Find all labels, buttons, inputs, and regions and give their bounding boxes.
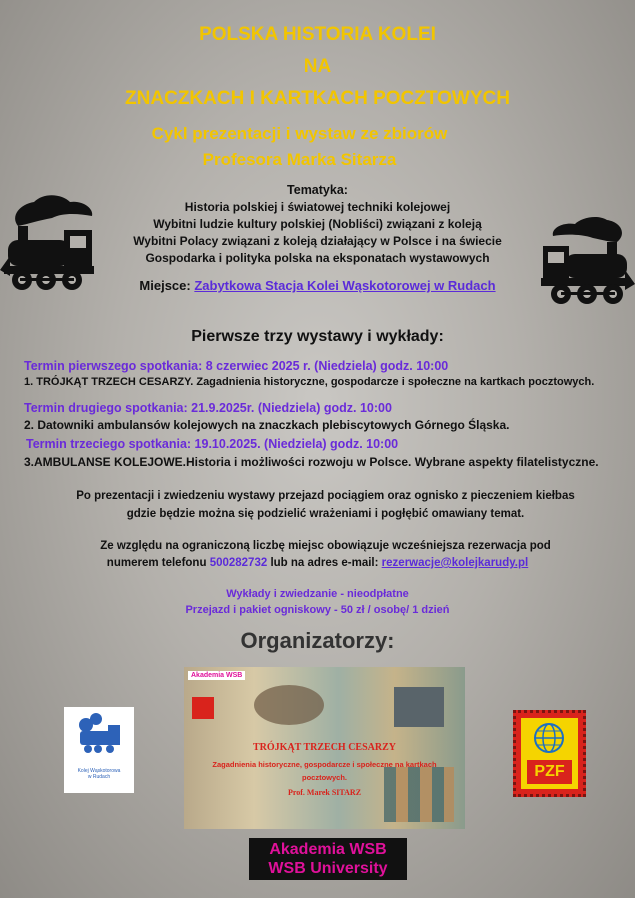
kolej-waskotorowa-logo: [64, 707, 134, 793]
poster-title: TRÓJKĄT TRZECH CESARZY: [253, 742, 396, 753]
meeting-2-term: Termin drugiego spotkania: 21.9.2025r. (Niedziela) godz. 10:00: [24, 401, 392, 415]
wsb-logo: [249, 838, 407, 880]
phone-number: 500282732: [209, 557, 268, 569]
poster-author: Prof. Marek SITARZ: [287, 788, 362, 797]
globe-icon: [521, 718, 578, 758]
kolej-logo-text-2: w Rudach: [87, 774, 111, 780]
reservation-line-1: Ze względu na ograniczoną liczbę miejsc obowiązuje wcześniejsza rezerwacja pod: [100, 540, 551, 552]
place-label: Miejsce:: [139, 278, 191, 293]
poster-subtitle-2: pocztowych.: [301, 773, 347, 782]
topic-item: Wybitni Polacy związani z koleją działający w Polsce i na świecie: [133, 234, 502, 248]
after-line-2: gdzie będzie można się podzielić wrażeniami i pogłębić omawiany temat.: [126, 508, 525, 520]
poster-subtitle-1: Zagadnienia historyczne, gospodarcze i społeczne na kartkach: [212, 760, 437, 769]
place-link[interactable]: Zabytkowa Stacja Kolei Wąskotorowej w Rudach: [194, 278, 496, 293]
organizers-heading: Organizatorzy:: [240, 628, 395, 653]
subtitle-line-1: Cykl prezentacji i wystaw ze zbiorów: [151, 124, 448, 143]
topics-heading: Tematyka:: [287, 183, 348, 197]
meeting-2-desc: 2. Datowniki ambulansów kolejowych na znaczkach plebiscytowych Górnego Śląska.: [24, 418, 510, 432]
meeting-3-term: Termin trzeciego spotkania: 19.10.2025. (Niedziela) godz. 10:00: [26, 437, 399, 451]
wsb-line-1: Akademia WSB: [269, 841, 387, 858]
poster-pzf-stamp: [192, 697, 214, 719]
title-line-2: NA: [303, 56, 332, 77]
title-line-1: POLSKA HISTORIA KOLEI: [199, 24, 436, 45]
reservation-line-2: [0, 557, 635, 569]
poster-corner-label: Akademia WSB: [188, 671, 245, 680]
after-line-1: Po prezentacji i zwiedzeniu wystawy przejazd pociągiem oraz ognisko z pieczeniem kiełbas: [76, 490, 575, 502]
topic-item: Wybitni ludzie kultury polskiej (Nobliści) związani z koleją: [153, 217, 482, 231]
topic-item: Historia polskiej i światowej techniki kolejowej: [184, 200, 451, 214]
poster-portrait-right: [394, 687, 444, 727]
subtitle-line-2: Profesora Marka Sitarza: [202, 150, 397, 169]
meeting-3-desc: 3.AMBULANSE KOLEJOWE.Historia i możliwości rozwoju w Polsce. Wybrane aspekty filatelistyczne.: [24, 455, 599, 469]
email-link[interactable]: rezerwacje@kolejkarudy.pl: [381, 557, 529, 569]
pzf-logo: [513, 710, 586, 797]
reservation-text-a: numerem telefonu: [106, 557, 207, 569]
poster-portraits: [254, 685, 324, 725]
pricing-line-1: Wykłady i zwiedzanie - nieodpłatne: [226, 588, 409, 600]
meeting-1-desc: 1. TRÓJKĄT TRZECH CESARZY. Zagadnienia historyczne, gospodarcze i społeczne na kartkach pocztowych.: [24, 376, 595, 388]
first-three-heading: Pierwsze trzy wystawy i wykłady:: [191, 328, 444, 345]
reservation-text-b: lub na adres e-mail:: [270, 557, 379, 569]
topic-item: Gospodarka i polityka polska na eksponatach wystawowych: [145, 251, 490, 265]
title-line-3: ZNACZKACH I KARTKACH POCZTOWYCH: [125, 88, 510, 109]
train-logo-icon: [64, 707, 134, 763]
kolej-logo-text-1: Kolej Wąskotorowa: [77, 768, 121, 774]
meeting-1-term: Termin pierwszego spotkania: 8 czerwiec 2025 r. (Niedziela) godz. 10:00: [24, 359, 449, 373]
pzf-label: PZF: [527, 760, 572, 784]
pricing-line-2: Przejazd i pakiet ogniskowy - 50 zł / osobę/ 1 dzień: [185, 604, 450, 616]
exhibition-poster: [184, 667, 465, 829]
place-row: [0, 278, 635, 293]
wsb-line-2: WSB University: [268, 860, 388, 877]
